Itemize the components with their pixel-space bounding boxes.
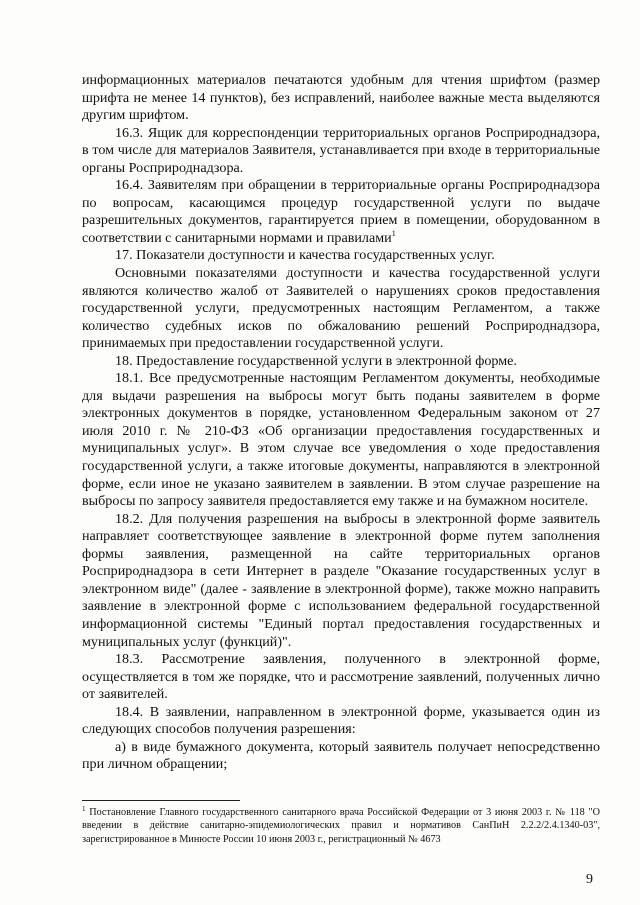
paragraph-intro-continuation: информационных материалов печатаются удобным для чтения шрифтом (размер шрифта не менее 14 пунктов), без исправлений, наиболее важные места выделяются другим шрифтом. <box>82 72 600 124</box>
paragraph-17-body: Основными показателями доступности и качества государственной услуги являются количество жалоб от Заявителей о нарушениях сроков предоставления государственной услуги, предусмотренных настоящим Регламентом, а также количество судебных исков по обжалованию решений Росприроднадзора, принимаемых при предоставлении государственной услуги. <box>82 265 600 352</box>
paragraph-18-4: 18.4. В заявлении, направленном в электронной форме, указывается один из следующих способов получения разрешения: <box>82 703 600 738</box>
footnote-reference: 1 <box>391 228 396 238</box>
paragraph-16-4-text: 16.4. Заявителям при обращении в территориальные органы Росприроднадзора по вопросам, касающимся процедур государственной услуги по выдаче разрешительных документов, гарантируется прием в помещении, оборудованном в соответствии с санитарными нормами и правилами <box>82 177 600 246</box>
paragraph-18-3: 18.3. Рассмотрение заявления, полученного в электронной форме, осуществляется в том же порядке, что и рассмотрение заявлений, полученных лично от заявителей. <box>82 651 600 703</box>
paragraph-18-2: 18.2. Для получения разрешения на выбросы в электронной форме заявитель направляет соответствующее заявление в электронной форме путем заполнения формы заявления, размещенной на сайте территориальных органов Росприроднадзора в сети Интернет в разделе "Оказание государственных услуг в электронном виде" (далее - заявление в электронной форме), также можно направить заявление в электронной форме с использованием федеральной государственной информационной системы "Единый портал предоставления государственных и муниципальных услуг (функций)". <box>82 510 600 650</box>
footnote <box>82 806 600 846</box>
paragraph-18-4-a: а) в виде бумажного документа, который заявитель получает непосредственно при личном обращении; <box>82 738 600 773</box>
paragraph-18-heading: 18. Предоставление государственной услуги в электронной форме. <box>115 352 517 369</box>
body-text <box>82 72 600 774</box>
page-number: 9 <box>586 872 593 887</box>
paragraph-16-4 <box>82 177 600 247</box>
footnote-mark: 1 <box>82 805 86 813</box>
footnote-text-block <box>82 806 600 846</box>
paragraph-17-heading: 17. Показатели доступности и качества государственных услуг. <box>115 247 495 264</box>
footnote-divider <box>82 800 240 801</box>
paragraph-16-3: 16.3. Ящик для корреспонденции территориальных органов Росприроднадзора, в том числе для материалов Заявителя, устанавливается при входе в территориальные органы Росприроднадзора. <box>82 124 600 176</box>
footnote-text: Постановление Главного государственного санитарного врача Российской Федерации от 3 июня 2003 г. № 118 "О введении в действие санитарно-эпидемиологических правил и нормативов СанПиН 2.2.2/2.4.1340-03", зарегистрированное в Минюсте России 10 июня 2003 г., регистрационный № 4673 <box>82 807 600 845</box>
paragraph-18-1: 18.1. Все предусмотренные настоящим Регламентом документы, необходимые для выдачи разрешения на выбросы могут быть поданы заявителем в форме электронных документов в порядке, установленном Федеральным законом от 27 июля 2010 г. № 210-ФЗ «Об организации предоставления государственных и муниципальных услуг». В этом случае все уведомления о ходе предоставления государственной услуги, а также итоговые документы, направляются в электронной форме, если иное не указано заявителем в заявлении. В этом случае разрешение на выбросы по запросу заявителя предоставляется ему также и на бумажном носителе. <box>82 370 600 510</box>
